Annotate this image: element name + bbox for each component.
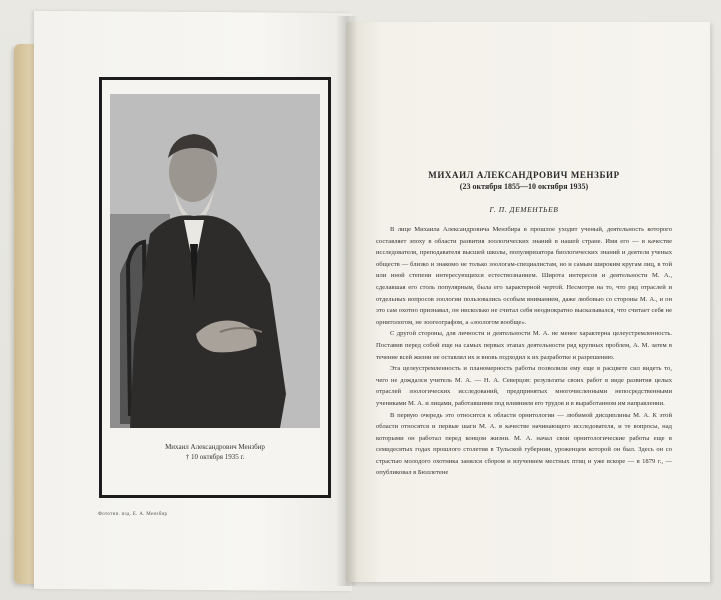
portrait-figure-icon <box>110 94 320 428</box>
paragraph: С другой стороны, для личности и деятельности М. А. не менее характерна целеустремленность. Поставив перед собой еще на самых первых этапах деятельности ряд крупных проблем, А. М. затем в течение всей жизни не оставлял их и вновь подходил к их разработке и разрешению. <box>376 330 672 361</box>
article-dates: (23 октября 1855—10 октября 1935) <box>459 182 589 191</box>
article-author: Г. П. ДЕМЕНТЬЕВ <box>489 205 559 214</box>
photo-credit: Фототип. изд. Е. А. Мензбир <box>98 512 168 517</box>
paragraph: В первую очередь это относится к области орнитологии — любимой дисциплины М. А. К этой области относятся и первые шаги М. А. в качестве начинающего исследователя, и те вопросы, над которыми он работал перед концом жизни. М. А. начал свои орнитологические работы еще в семидесятых годах прошлого столетия в Тульской губернии, уроженцем которой он был. Здесь он со страстью молодого охотника занялся сбором и изучением местных птиц и уже вскоре — в 1879 г., — опубликовал в Бюллетене <box>376 411 672 477</box>
portrait-photo <box>110 94 320 428</box>
portrait-frame <box>99 77 331 498</box>
caption-date: † 10 октября 1935 г. <box>185 453 245 461</box>
portrait-caption <box>102 442 328 462</box>
article-text <box>376 170 672 479</box>
article-title: МИХАИЛ АЛЕКСАНДРОВИЧ МЕНЗБИР <box>428 170 620 180</box>
paragraph: Эта целеустремленность и планомерность работы позволили ему еще в расцвете сил видеть то, чего не дождался учитель М. А. — Н. А. Северцов: результаты своих работ в виде развития целых отраслей зоологических исследований, предпринятых многочисленными непосредственными учениками М. А. и лицами, работавшими под влиянием его трудов и в выработанном им направлении. <box>376 365 672 407</box>
book-spine <box>336 16 358 586</box>
paragraph: В лице Михаила Александровича Мензбира в прошлое уходит ученый, деятельность которого составляет эпоху в области развития зоологических знаний в нашей стране. Имя его — в качестве исследователя, преподавателя высшей школы, популяризатора биологических знаний и деятеля ученых обществ — близко и знакомо не только зоологам-специалистам, но и самым широким кругам лиц, в той или иной степени интересующихся естествознанием. Широта интересов и деятельности М. А., сделавшая его столь популярным, была его характерной чертой. Несмотря на то, что ряд отраслей и отдельных вопросов зоологии пользовались особым вниманием, даже любовью со стороны М. А., и он это сам охотно признавал, он нисколько не считал себя неоднократно высказывался, что считает себя не орнитологом, не зоогеографом, а «зоологом вообще». <box>376 226 672 326</box>
caption-name: Михаил Александрович Мензбир <box>165 443 265 451</box>
